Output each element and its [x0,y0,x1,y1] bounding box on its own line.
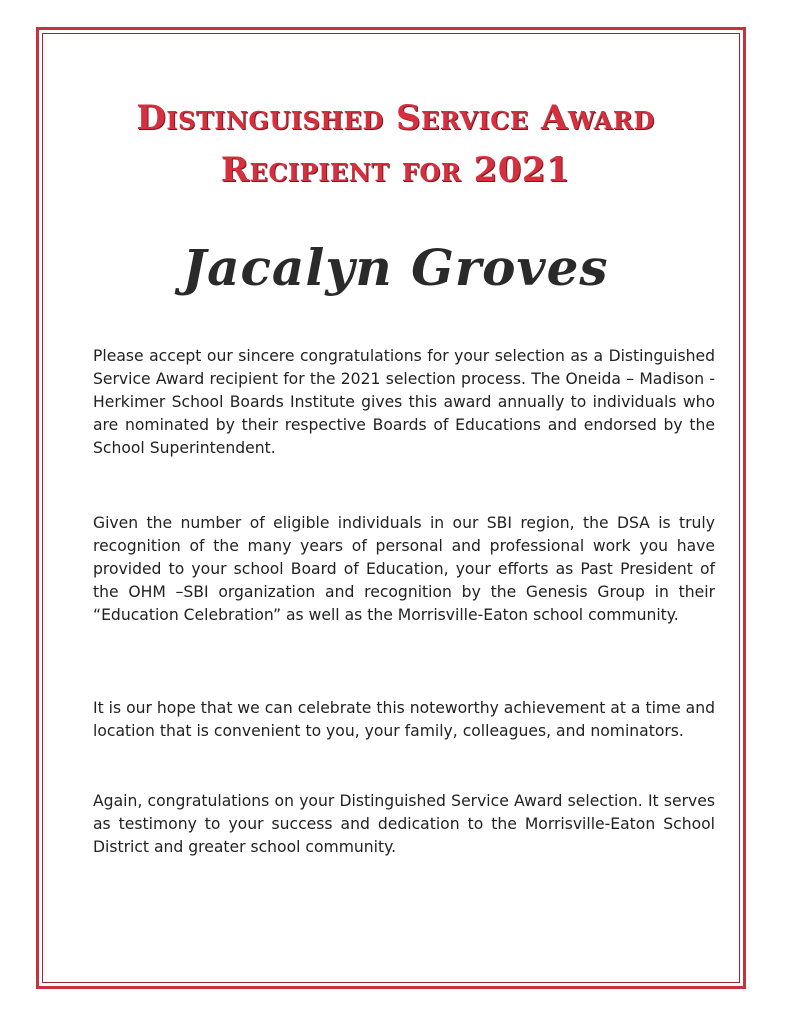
paragraph-congratulations: Please accept our sincere congratulations for your selection as a Distinguished Service Award recipient for the 2021 selection process. The Oneida – Madison - Herkimer School Boards Institute gives this award annually to individuals who are nominated by their respective Boards of Educations and endorsed by the School Superintendent. [93,347,715,457]
award-title-line2: Recipient for 2021 [220,150,571,190]
paragraph-recognition: Given the number of eligible individuals in our SBI region, the DSA is truly recognition of the many years of personal and professional work you have provided to your school Board of Education, your efforts as Past President of the OHM –SBI organization and recognition by the Genesis Group in their “Education Celebration” as well as the Morrisville-Eaton school community. [93,514,715,624]
recipient-name: Jacalyn Groves [182,238,609,297]
award-title-line1: Distinguished Service Award [136,98,655,138]
paragraph-closing: Again, congratulations on your Distinguished Service Award selection. It serves as testimony to your success and dedication to the Morrisville-Eaton School District and greater school community. [93,792,715,856]
paragraph-celebration: It is our hope that we can celebrate this noteworthy achievement at a time and location that is convenient to you, your family, colleagues, and nominators. [93,699,715,740]
